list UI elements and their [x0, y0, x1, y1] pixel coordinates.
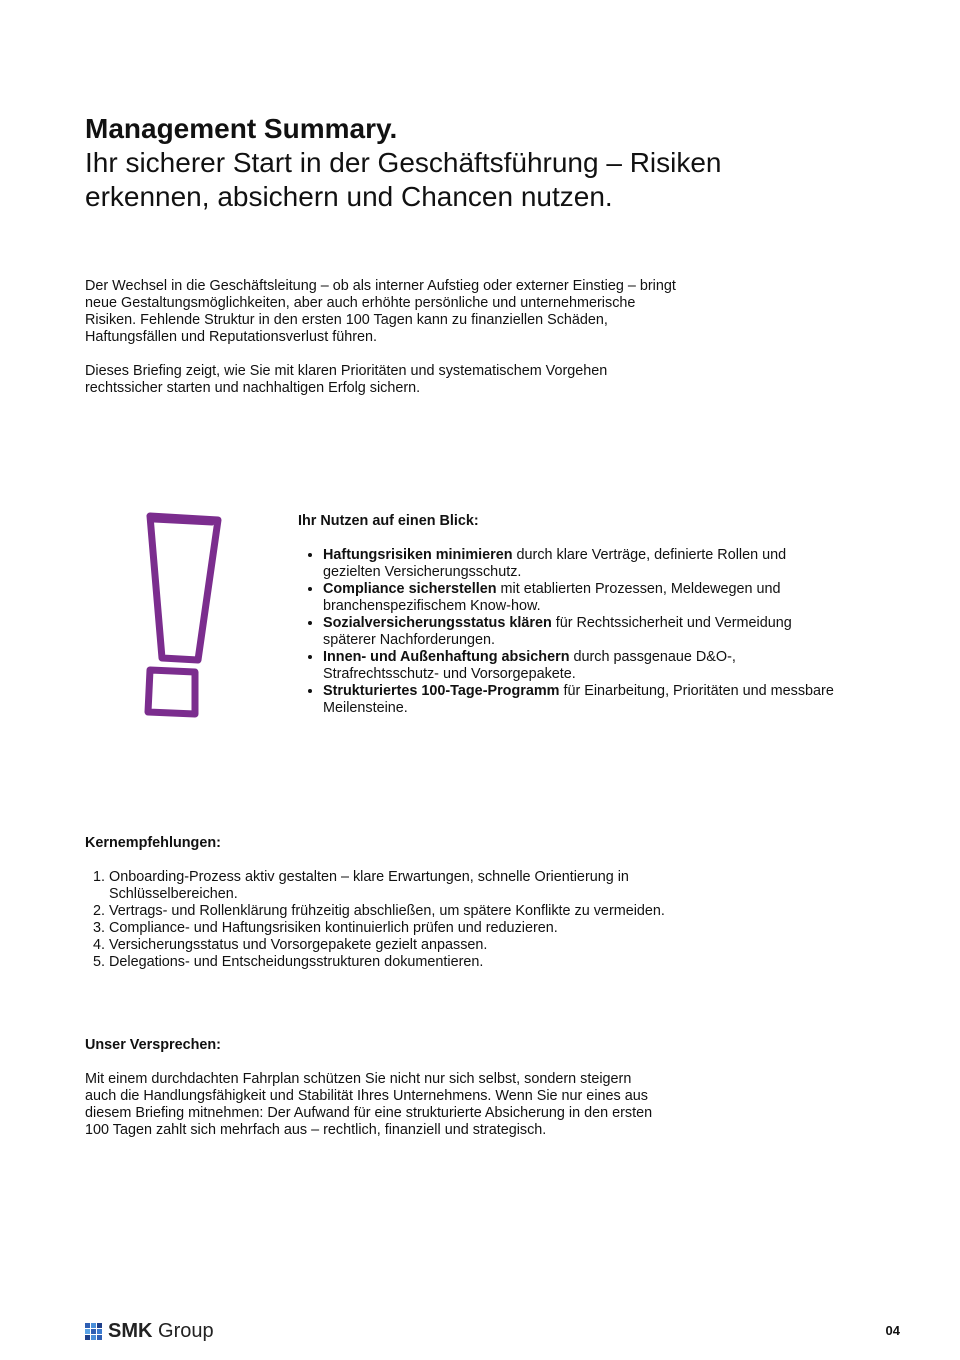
logo-square: [91, 1323, 96, 1328]
logo-square: [97, 1323, 102, 1328]
list-item: [323, 615, 843, 649]
exclamation-mark-icon: [140, 510, 225, 722]
logo-square: [85, 1323, 90, 1328]
benefit-highlight: Compliance sicherstellen: [323, 581, 497, 597]
benefit-highlight: Sozialversicherungsstatus klären: [323, 615, 552, 631]
benefit-text: mit etablierten Prozessen, Meldewegen und branchenspezifischem Know-how.: [323, 581, 781, 614]
recommendations-list: [85, 869, 709, 971]
logo-text-bold: SMK: [108, 1320, 153, 1342]
list-item: 4. Versicherungsstatus und Vorsorgepakete gezielt anpassen.: [109, 937, 709, 954]
benefit-text: durch klare Verträge, definierte Rollen und gezielten Versicherungsschutz.: [323, 547, 787, 580]
logo-square: [85, 1335, 90, 1340]
logo-text: [108, 1320, 214, 1342]
page-number: 04: [885, 1323, 900, 1338]
company-logo: [85, 1320, 214, 1342]
promise-paragraph: Mit einem durchdachten Fahrplan schützen Sie nicht nur sich selbst, sondern steigern auch die Handlungsfähigkeit und Stabilität Ihres Unternehmens. Wenn Sie nur eines aus diesem Briefing mitnehmen: Der Aufwand für eine strukturierte Absicherung in den ersten 100 Tagen zahlt sich mehrfach aus – rechtlich, finanziell und strategisch.: [85, 1071, 653, 1138]
list-item: 3. Compliance- und Haftungsrisiken kontinuierlich prüfen und reduzieren.: [109, 920, 709, 937]
logo-text-rest: Group: [152, 1320, 214, 1342]
list-item: [323, 683, 843, 717]
logo-square: [97, 1329, 102, 1334]
list-item: 5. Delegations- und Entscheidungsstrukturen dokumentieren.: [109, 954, 709, 971]
page-subtitle: Ihr sicherer Start in der Geschäftsführung – Risiken erkennen, absichern und Chancen nutzen.: [85, 147, 722, 212]
benefit-highlight: Haftungsrisiken minimieren: [323, 547, 513, 563]
intro-paragraph-2: Dieses Briefing zeigt, wie Sie mit klaren Prioritäten und systematischem Vorgehen rechtssicher starten und nachhaltigen Erfolg sichern.: [85, 363, 608, 396]
logo-square: [91, 1329, 96, 1334]
list-item: [323, 649, 843, 683]
logo-square: [85, 1329, 90, 1334]
benefit-text: durch passgenaue D&O-, Strafrechtsschutz- und Vorsorgepakete.: [323, 649, 736, 682]
intro-paragraph-1: Der Wechsel in die Geschäftsleitung – ob als interner Aufstieg oder externer Einstieg – bringt neue Gestaltungsmöglichkeiten, aber auch erhöhte persönliche und unternehmerische Risiken. Fehlende Struktur in den ersten 100 Tagen kann zu finanziellen Schäden, Haftungsfällen und Reputationsverlust führen.: [85, 278, 676, 345]
list-item: 2. Vertrags- und Rollenklärung frühzeitig abschließen, um spätere Konflikte zu vermeiden.: [109, 903, 709, 920]
list-item: [323, 547, 843, 581]
smk-logo-icon: [85, 1323, 102, 1340]
benefit-highlight: Innen- und Außenhaftung absichern: [323, 649, 570, 665]
benefits-title: Ihr Nutzen auf einen Blick:: [298, 513, 479, 529]
benefit-highlight: Strukturiertes 100-Tage-Programm: [323, 683, 560, 699]
benefits-list: [298, 547, 843, 717]
list-item: [323, 581, 843, 615]
logo-square: [97, 1335, 102, 1340]
page-title: Management Summary.: [85, 113, 398, 144]
recommendations-title: Kernempfehlungen:: [85, 835, 221, 851]
logo-square: [91, 1335, 96, 1340]
benefit-text: für Einarbeitung, Prioritäten und messbare Meilensteine.: [323, 683, 834, 716]
benefit-text: für Rechtssicherheit und Vermeidung späterer Nachforderungen.: [323, 615, 792, 648]
promise-title: Unser Versprechen:: [85, 1037, 221, 1053]
list-item: 1. Onboarding-Prozess aktiv gestalten – klare Erwartungen, schnelle Orientierung in Schlüsselbereichen.: [109, 869, 709, 903]
